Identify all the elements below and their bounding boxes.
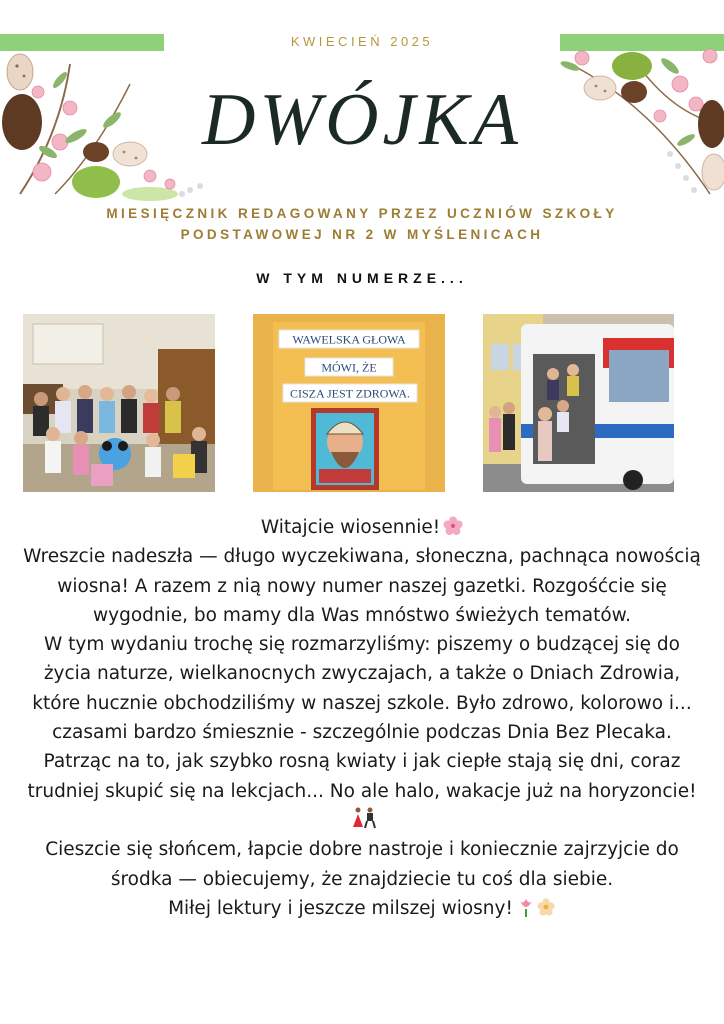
intro-greeting — [18, 513, 706, 542]
issue-date: KWIECIEŃ 2025 — [290, 34, 434, 49]
intro-paragraph-2 — [18, 630, 706, 835]
newspaper-title: DWÓJKA — [202, 79, 522, 161]
photo-classroom-group — [23, 314, 215, 492]
section-heading: W TYM NUMERZE... — [256, 270, 468, 286]
intro-letter — [18, 513, 706, 923]
poster-line-2: MÓWI, ŻE — [321, 360, 377, 375]
newspaper-subtitle — [60, 203, 664, 245]
greeting-text: Witajcie wiosennie! — [260, 517, 441, 538]
intro-paragraph-1: Wreszcie nadeszła — długo wyczekiwana, słoneczna, pachnąca nowością wiosna! A razem z nią nowy numer naszej gazetki. Rozgośćcie się wygodnie, bo mamy dla Was mnóstwo świeżych tematów. — [23, 546, 701, 626]
photo-ambulance-visit — [483, 314, 674, 492]
subtitle-line-1: MIESIĘCZNIK REDAGOWANY PRZEZ UCZNIÓW SZKOŁY — [106, 206, 618, 221]
intro-paragraph-3: Cieszcie się słońcem, łapcie dobre nastroje i koniecznie zajrzyjcie do środka — obiecujemy, że znajdziecie tu coś dla siebie. — [45, 839, 679, 890]
poster-line-3: CISZA JEST ZDROWA. — [289, 386, 411, 401]
cherry-blossom-icon — [443, 516, 463, 536]
subtitle-line-2: PODSTAWOWEJ NR 2 W MYŚLENICACH — [180, 227, 544, 242]
poster-line-1: WAWELSKA GŁOWA — [292, 332, 406, 347]
intro-closing — [18, 894, 706, 923]
paragraph-2-text: W tym wydaniu trochę się rozmarzyliśmy: piszemy o budzącej się do życia naturze, wielkanocnych zwyczajach, a także o Dniach Zdrowia, które hucznie obchodziliśmy w naszej szkole. Było zdrowo, kolorowo i... czasami bardzo śmiesznie - szczególnie podczas Dnia Bez Plecaka. Patrząc na to, jak szybko rosną kwiaty i jak ciepłe stają się dni, coraz trudniej skupić się na lekcjach... No ale halo, wakacje już na horyzoncie! — [27, 634, 697, 802]
closing-text: Miłej lektury i jeszcze milszej wiosny! — [168, 897, 513, 919]
tulip-and-blossom-icons — [516, 897, 556, 917]
dancing-couple-icon — [351, 807, 377, 829]
photo-health-poster — [253, 314, 445, 492]
